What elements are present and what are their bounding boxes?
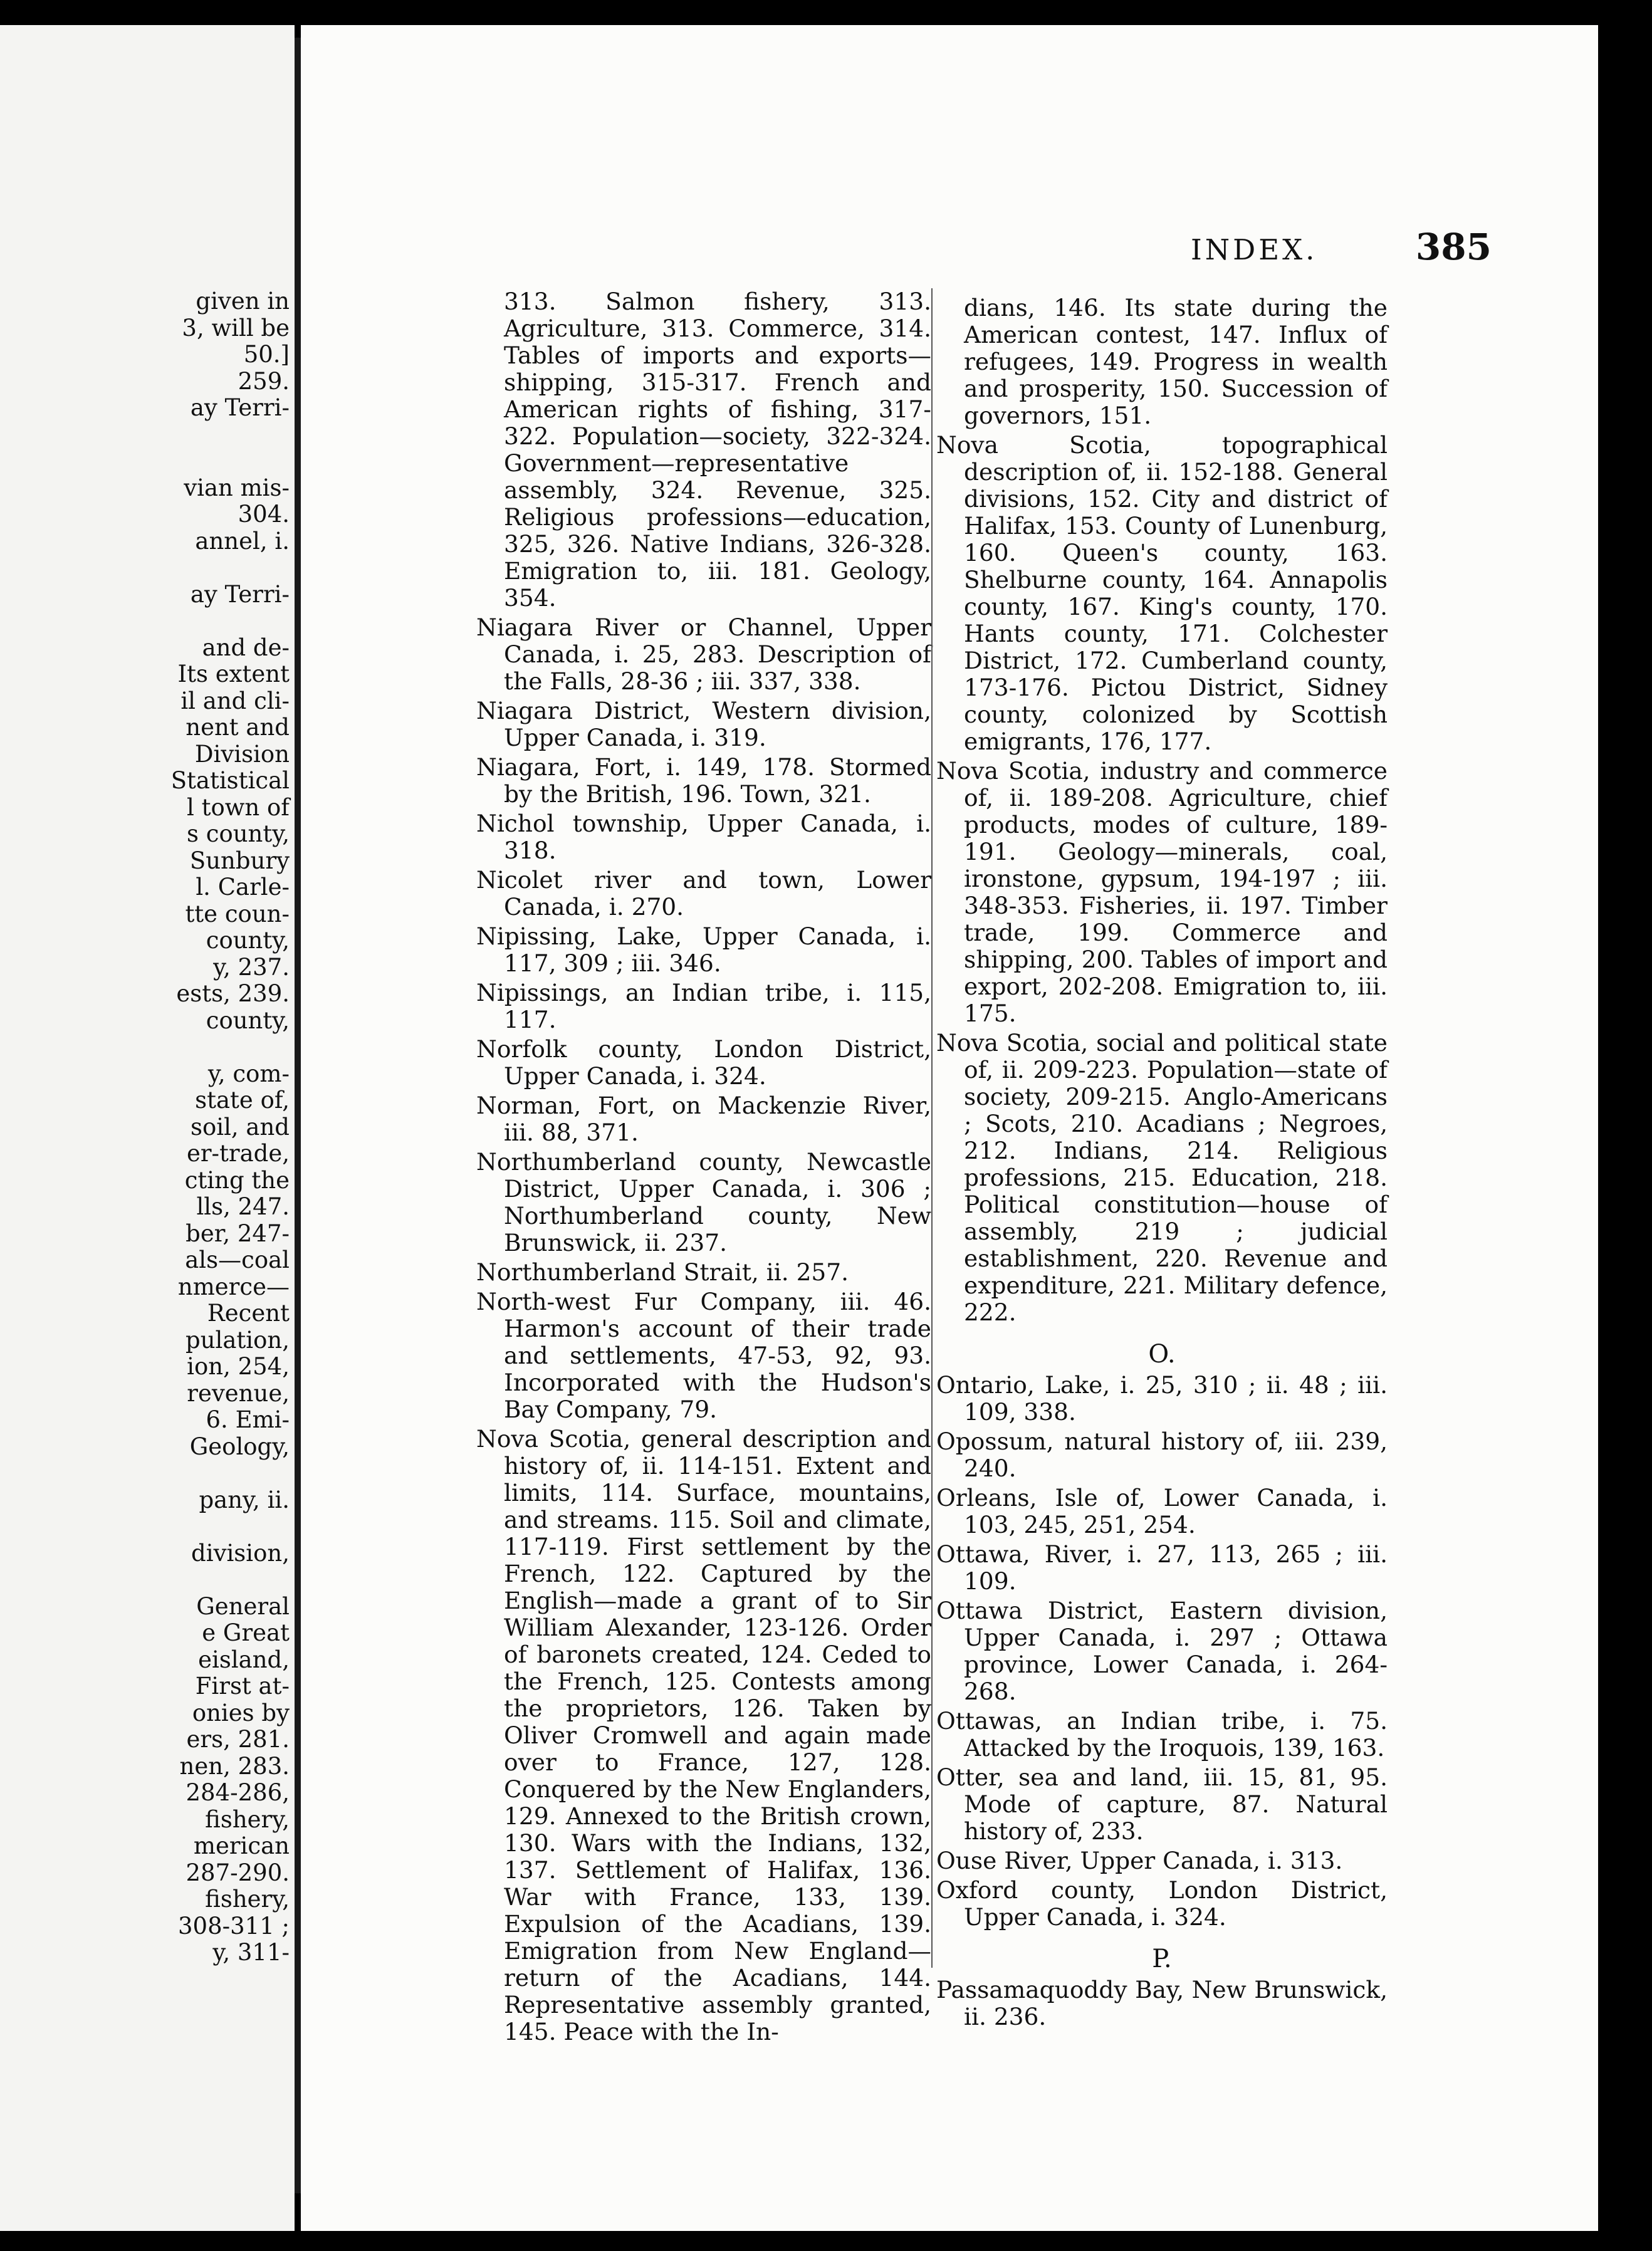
facing-page-text: and de- — [202, 634, 290, 661]
section-letter-o: O. — [1148, 1340, 1176, 1369]
index-page — [301, 25, 1598, 2231]
index-entry: Niagara River or Channel, Upper Canada, i. 25, 283. Description of the Falls, 28-36 ; iii. 337, 338. — [476, 614, 931, 695]
facing-page-text: e Great — [202, 1619, 290, 1646]
facing-page-text: county, — [206, 1006, 290, 1034]
facing-page-text: fishery, — [205, 1886, 290, 1913]
facing-page-fragment — [0, 25, 295, 2231]
facing-page-text: l. Carle- — [196, 874, 290, 901]
index-entry: Nova Scotia, general description and history of, ii. 114-151. Extent and limits, 114. Surface, mountains, and streams. 115. Soil and climate, 117-119. First settlement by the French, 122. Captured by the English—made a grant of to Sir William Alexander, 123-126. Order of baronets created, 124. Ceded to the French, 125. Contests among the proprietors, 126. Taken by Oliver Cromwell and again made over to France, 127, 128. Conquered by the New Englanders, 129. Annexed to the British crown, 130. Wars with the Indians, 132, 137. Settlement of Halifax, 136. War with France, 133, 139. Expulsion of the Acadians, 139. Emigration from New England—return of the Acadians, 144. Representative assembly granted, 145. Peace with the In- — [476, 1425, 931, 2045]
facing-page-text: y, 237. — [213, 953, 290, 981]
facing-page-text: als—coal — [185, 1246, 290, 1273]
facing-page-text: il and cli- — [180, 687, 290, 714]
index-entry: Nova Scotia, topographical description of, ii. 152-188. General divisions, 152. City and district of Halifax, 153. County of Lunenburg, 160. Queen's county, 163. Shelburne county, 164. Annapolis county, 167. King's county, 170. Hants county, 171. Colchester District, 172. Cumberland county, 173-176. Pictou District, Sidney county, colonized by Scottish emigrants, 176, 177. — [936, 431, 1388, 755]
index-entry: Ontario, Lake, i. 25, 310 ; ii. 48 ; iii. 109, 338. — [936, 1371, 1388, 1426]
facing-page-text: given in — [196, 288, 290, 315]
index-entry: Nova Scotia, social and political state of, ii. 209-223. Population—state of society, 209-215. Anglo-Americans ; Scots, 210. Acadians ; Negroes, 212. Indians, 214. Religious professions, 215. Education, 218. Political constitution—house of assembly, 219 ; judicial establishment, 220. Revenue and expenditure, 221. Military defence, 222. — [936, 1029, 1388, 1326]
index-continuation: 313. Salmon fishery, 313. Agriculture, 313. Commerce, 314. Tables of imports and exports—shipping, 315-317. French and American rights of fishing, 317-322. Population—society, 322-324. Government—representative assembly, 324. Revenue, 325. Religious professions—education, 325, 326. Native Indians, 326-328. Emigration to, iii. 181. Geology, 354. — [504, 288, 931, 612]
facing-page-text: 6. Emi- — [206, 1406, 290, 1433]
facing-page-text: y, 311- — [212, 1939, 290, 1966]
facing-page-text: Division — [194, 740, 290, 768]
page-number: 385 — [1415, 226, 1492, 268]
facing-page-text: onies by — [192, 1699, 290, 1726]
index-entry: Nipissing, Lake, Upper Canada, i. 117, 309 ; iii. 346. — [476, 922, 931, 977]
index-entry: Norfolk county, London District, Upper Canada, i. 324. — [476, 1035, 931, 1090]
running-header — [865, 226, 1592, 282]
facing-page-text: ay Terri- — [190, 580, 290, 608]
facing-page-text: ers, 281. — [186, 1726, 290, 1753]
facing-page-text: ay Terri- — [190, 394, 290, 421]
facing-page-text: state of, — [195, 1087, 290, 1114]
facing-page-text: annel, i. — [195, 527, 290, 555]
index-entry: Ouse River, Upper Canada, i. 313. — [936, 1847, 1343, 1874]
facing-page-text: merican — [193, 1832, 290, 1859]
facing-page-text: 3, will be — [182, 314, 290, 342]
facing-page-text: First at- — [195, 1673, 290, 1700]
facing-page-text: l town of — [187, 793, 290, 821]
facing-page-text: tte coun- — [185, 900, 290, 927]
index-entry: Norman, Fort, on Mackenzie River, iii. 88, 371. — [476, 1092, 931, 1146]
facing-page-text: pany, ii. — [199, 1486, 290, 1513]
facing-page-text: s county, — [186, 820, 290, 847]
index-entry: Orleans, Isle of, Lower Canada, i. 103, 245, 251, 254. — [936, 1484, 1388, 1538]
facing-page-text: y, com- — [207, 1060, 290, 1087]
facing-page-text: 284-286, — [186, 1779, 290, 1806]
index-entry: Ottawa, River, i. 27, 113, 265 ; iii. 109. — [936, 1540, 1388, 1595]
facing-page-text: county, — [206, 927, 290, 954]
index-column-right — [936, 295, 1388, 2033]
column-rule — [931, 288, 933, 1968]
index-entry: Ottawas, an Indian tribe, i. 75. Attacked by the Iroquois, 139, 163. — [936, 1707, 1388, 1762]
facing-page-text: lls, 247. — [196, 1193, 290, 1220]
index-entry: Passamaquoddy Bay, New Brunswick, ii. 236. — [936, 1976, 1388, 2030]
index-entry: Nipissings, an Indian tribe, i. 115, 117. — [476, 979, 931, 1033]
facing-page-text: revenue, — [187, 1379, 290, 1407]
facing-page-text: nmerce— — [177, 1273, 290, 1300]
facing-page-text: vian mis- — [184, 474, 290, 501]
facing-page-text: Its extent — [177, 661, 290, 687]
index-continuation: dians, 146. Its state during the American contest, 147. Influx of refugees, 149. Progress in wealth and prosperity, 150. Succession of governors, 151. — [964, 294, 1388, 429]
index-entry: Otter, sea and land, iii. 15, 81, 95. Mode of capture, 87. Natural history of, 233. — [936, 1763, 1388, 1845]
facing-page-text: division, — [191, 1539, 290, 1567]
facing-page-text: Statistical — [170, 767, 290, 794]
facing-page-text: soil, and — [190, 1113, 290, 1141]
facing-page-text: 50.] — [243, 341, 290, 368]
index-entry: North-west Fur Company, iii. 46. Harmon's account of their trade and settlements, 47-53, 92, 93. Incorporated with the Hudson's Bay Company, 79. — [476, 1288, 931, 1423]
index-entry: Oxford county, London District, Upper Canada, i. 324. — [936, 1876, 1388, 1931]
facing-page-text: eisland, — [198, 1646, 290, 1673]
facing-page-text: cting the — [184, 1166, 290, 1194]
index-entry: Northumberland Strait, ii. 257. — [476, 1258, 849, 1286]
facing-page-text: ber, 247- — [186, 1220, 290, 1247]
index-entry: Northumberland county, Newcastle District, Upper Canada, i. 306 ; Northumberland county, New Brunswick, ii. 237. — [476, 1148, 931, 1256]
facing-page-text: ests, 239. — [176, 980, 290, 1007]
index-entry: Opossum, natural history of, iii. 239, 240. — [936, 1428, 1388, 1482]
facing-page-text: Recent — [207, 1300, 290, 1327]
facing-page-text: General — [196, 1592, 290, 1620]
facing-page-text: fishery, — [205, 1805, 290, 1833]
index-entry: Ottawa District, Eastern division, Upper Canada, i. 297 ; Ottawa province, Lower Canada, i. 264-268. — [936, 1597, 1388, 1705]
facing-page-text: pulation, — [186, 1326, 290, 1354]
index-entry: Niagara District, Western division, Upper Canada, i. 319. — [476, 697, 931, 751]
section-letter-p: P. — [1152, 1945, 1172, 1973]
facing-page-text: 308-311 ; — [178, 1912, 290, 1940]
facing-page-text: 304. — [238, 501, 290, 528]
facing-page-text: Sunbury — [189, 847, 290, 874]
facing-page-text: ion, 254, — [187, 1353, 290, 1380]
facing-page-text: er-trade, — [186, 1140, 290, 1167]
index-entry: Nicolet river and town, Lower Canada, i. 270. — [476, 866, 931, 921]
facing-page-text: nent and — [186, 714, 290, 741]
index-entry: Nichol township, Upper Canada, i. 318. — [476, 810, 931, 864]
page-title: INDEX. — [1191, 233, 1318, 266]
index-entry: Niagara, Fort, i. 149, 178. Stormed by the British, 196. Town, 321. — [476, 753, 931, 808]
facing-page-text: 259. — [238, 367, 290, 395]
facing-page-text: nen, 283. — [179, 1752, 290, 1780]
index-column-left — [476, 288, 931, 2048]
facing-page-text: 287-290. — [186, 1859, 290, 1886]
facing-page-text: Geology, — [189, 1433, 290, 1460]
index-entry: Nova Scotia, industry and commerce of, ii. 189-208. Agriculture, chief products, modes of culture, 189-191. Geology—minerals, coal, ironstone, gypsum, 194-197 ; iii. 348-353. Fisheries, ii. 197. Timber trade, 199. Commerce and shipping, 200. Tables of import and export, 202-208. Emigration to, iii. 175. — [936, 757, 1388, 1027]
